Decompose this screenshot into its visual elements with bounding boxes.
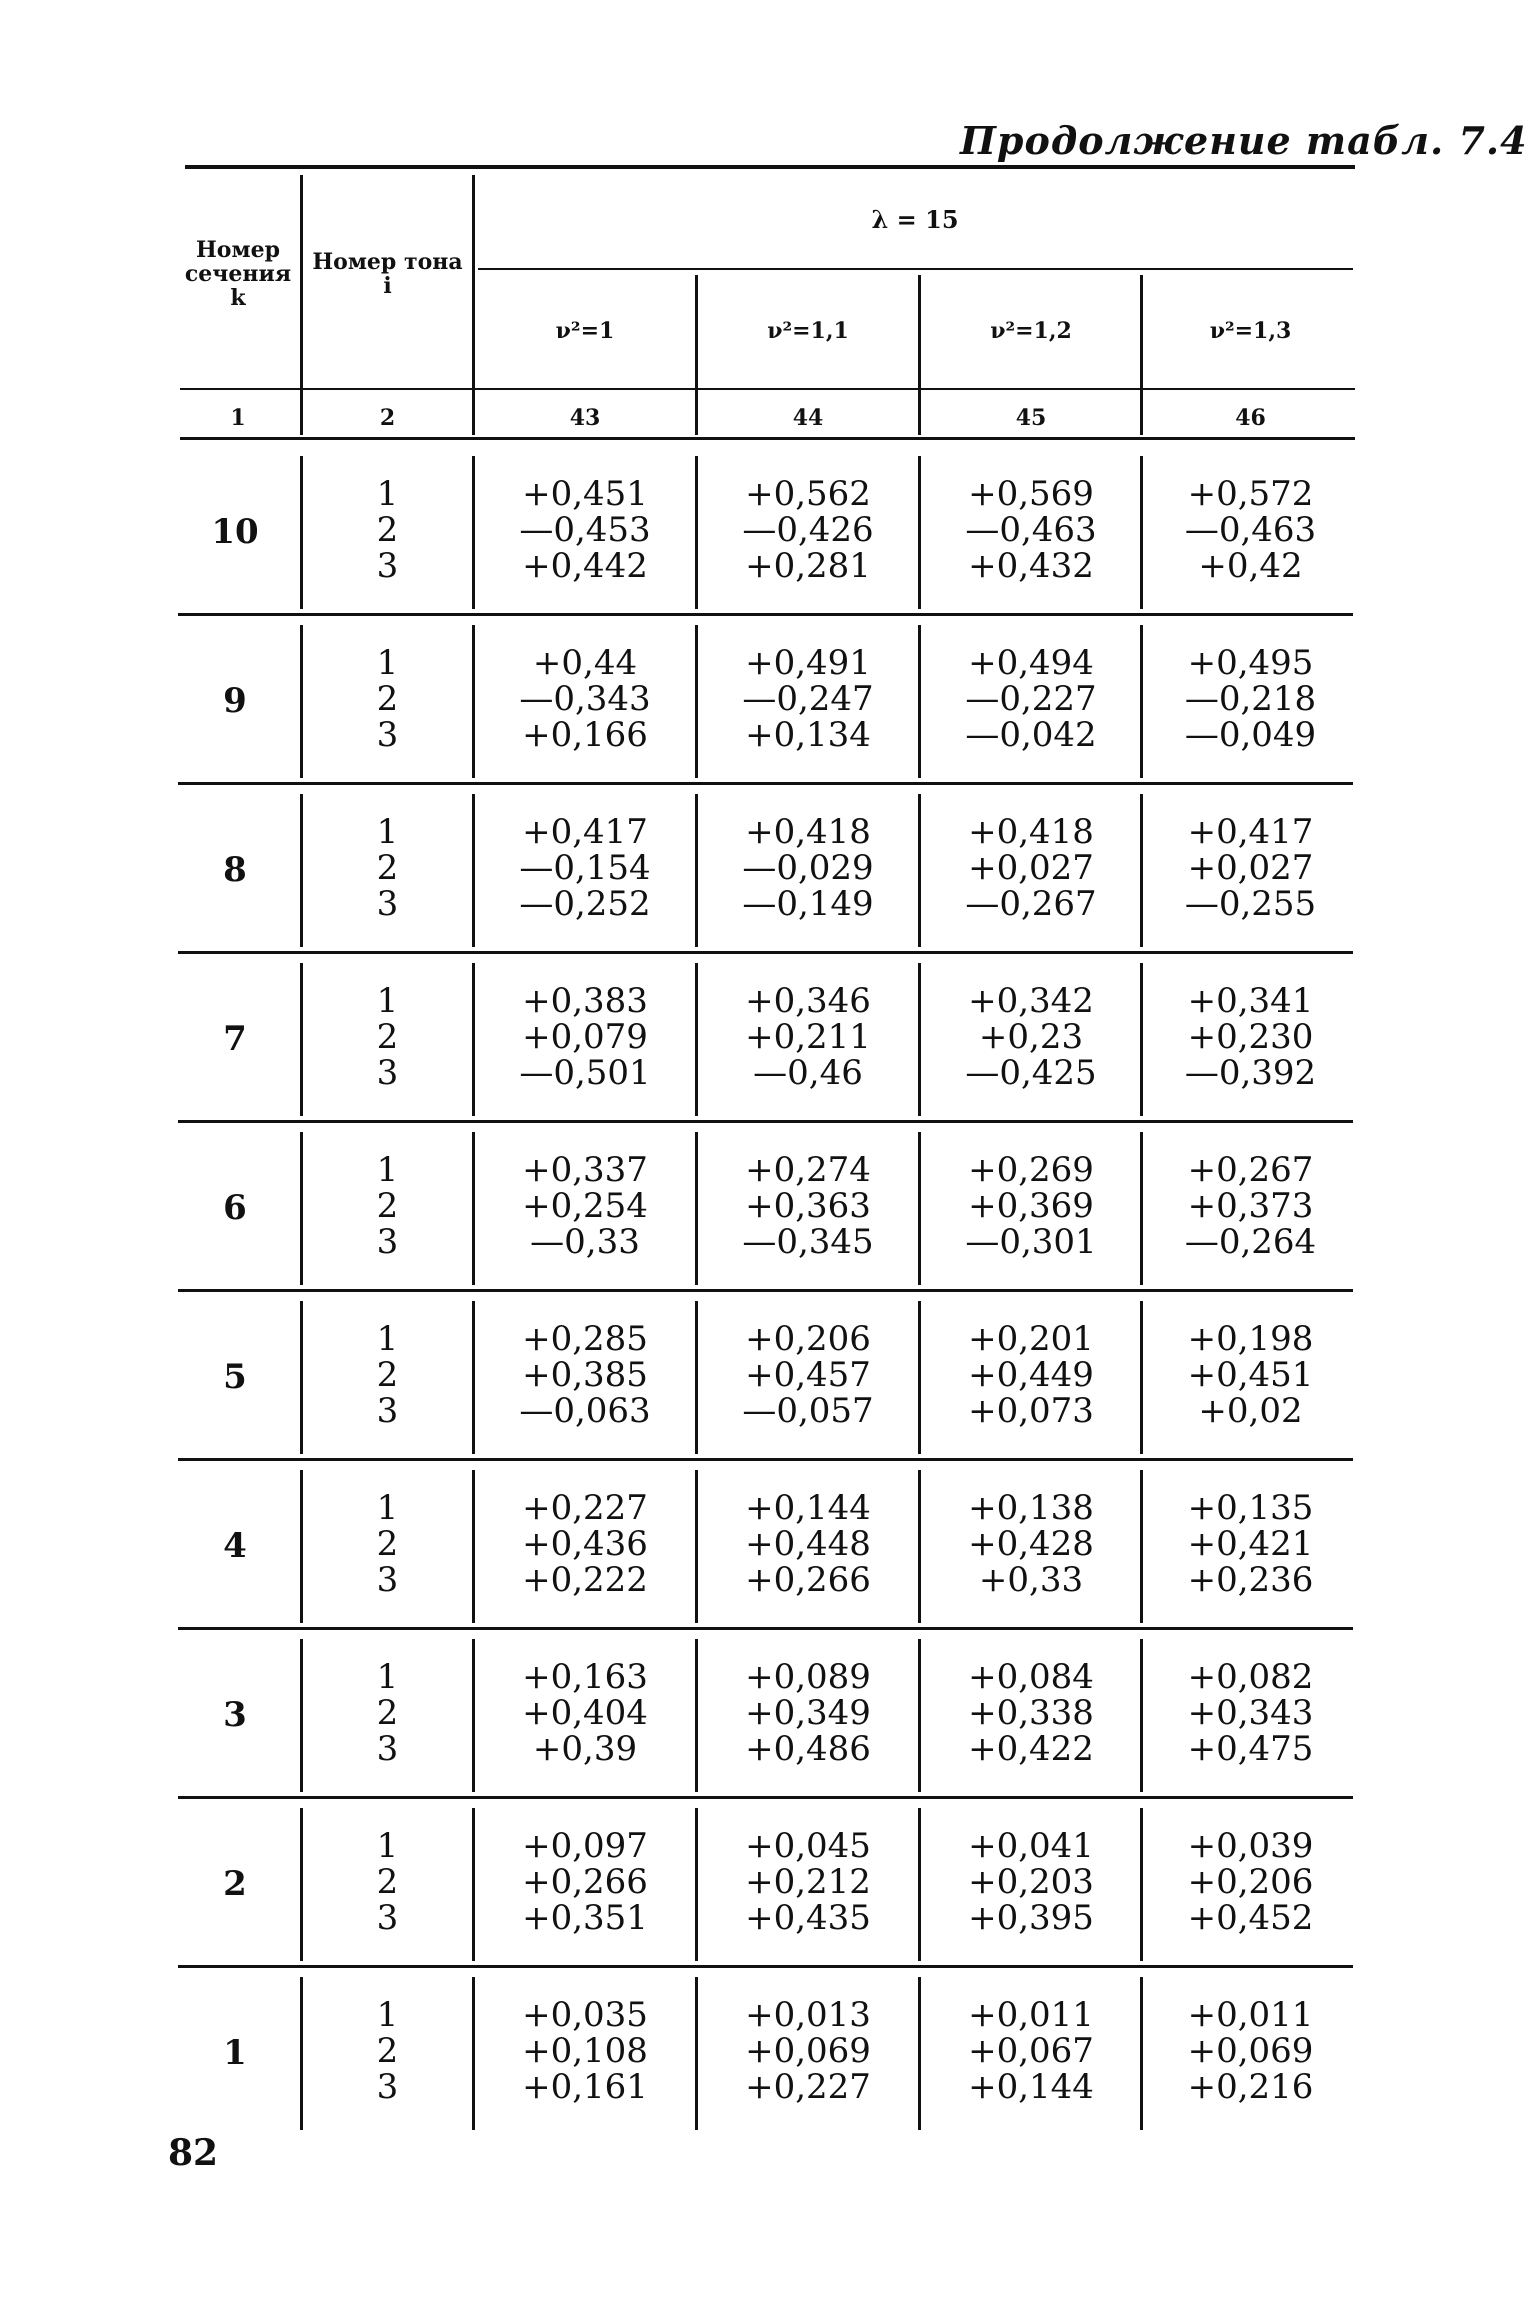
value-cell: +0,163 +0,404 +0,39 bbox=[522, 1657, 648, 1769]
value-cell: +0,135 +0,421 +0,236 bbox=[1187, 1488, 1314, 1600]
row-divider bbox=[300, 625, 303, 778]
value-cell: +0,041 +0,203 +0,395 bbox=[968, 1826, 1094, 1938]
tone-numbers: 1 2 3 bbox=[376, 1319, 399, 1431]
value-cell: +0,269 +0,369 —0,301 bbox=[965, 1150, 1097, 1262]
colnum-1: 1 bbox=[230, 405, 246, 431]
value-cell: +0,491 —0,247 +0,134 bbox=[742, 643, 874, 755]
value-cell: +0,562 —0,426 +0,281 bbox=[742, 474, 874, 586]
tone-numbers: 1 2 3 bbox=[376, 643, 399, 755]
colnum-2: 2 bbox=[379, 405, 396, 431]
value-cell: +0,089 +0,349 +0,486 bbox=[745, 1657, 871, 1769]
colnum-44: 44 bbox=[792, 405, 824, 431]
value-cell: +0,011 +0,067 +0,144 bbox=[968, 1995, 1094, 2107]
value-cell: +0,084 +0,338 +0,422 bbox=[968, 1657, 1094, 1769]
table-caption: Продолжение табл. 7.4 bbox=[960, 118, 1528, 163]
section-number: 9 bbox=[223, 681, 247, 721]
section-number: 4 bbox=[223, 1526, 247, 1566]
value-cell: +0,285 +0,385 —0,063 bbox=[519, 1319, 651, 1431]
tone-numbers: 1 2 3 bbox=[376, 1826, 399, 1938]
row-separator bbox=[178, 1289, 1353, 1292]
row-divider bbox=[300, 1301, 303, 1454]
value-cell: +0,572 —0,463 +0,42 bbox=[1184, 474, 1317, 586]
value-cell: +0,495 —0,218 —0,049 bbox=[1184, 643, 1317, 755]
page-number: 82 bbox=[168, 2132, 219, 2174]
value-cell: +0,451 —0,453 +0,442 bbox=[519, 474, 651, 586]
value-cell: +0,569 —0,463 +0,432 bbox=[965, 474, 1097, 586]
tone-numbers: 1 2 3 bbox=[376, 1488, 399, 1600]
header-tone-number-label: Номер тона i bbox=[312, 249, 463, 299]
header-nu-4: ν²=1,3 bbox=[1209, 318, 1292, 344]
row-separator bbox=[178, 1120, 1353, 1123]
lambda-underline bbox=[478, 268, 1353, 270]
tone-numbers: 1 2 3 bbox=[376, 1657, 399, 1769]
value-cell: +0,383 +0,079 —0,501 bbox=[519, 981, 651, 1093]
value-cell: +0,494 —0,227 —0,042 bbox=[965, 643, 1097, 755]
header-bottom-rule bbox=[180, 388, 1355, 390]
row-divider bbox=[300, 1132, 303, 1285]
value-cell: +0,011 +0,069 +0,216 bbox=[1187, 1995, 1314, 2107]
row-divider bbox=[300, 456, 303, 609]
row-divider bbox=[300, 1470, 303, 1623]
header-divider bbox=[300, 175, 303, 435]
row-separator bbox=[178, 1796, 1353, 1799]
value-cell: +0,013 +0,069 +0,227 bbox=[745, 1995, 871, 2107]
header-tone-number bbox=[305, 250, 470, 298]
section-number: 7 bbox=[223, 1019, 247, 1059]
value-cell: +0,201 +0,449 +0,073 bbox=[968, 1319, 1094, 1431]
value-cell: +0,082 +0,343 +0,475 bbox=[1187, 1657, 1314, 1769]
value-cell: +0,144 +0,448 +0,266 bbox=[745, 1488, 871, 1600]
header-nu-1: ν²=1 bbox=[555, 318, 615, 344]
header-section-number bbox=[178, 238, 298, 310]
value-cell: +0,274 +0,363 —0,345 bbox=[742, 1150, 874, 1262]
section-number: 3 bbox=[223, 1695, 247, 1735]
row-separator bbox=[178, 951, 1353, 954]
colnum-43: 43 bbox=[569, 405, 601, 431]
value-cell: +0,035 +0,108 +0,161 bbox=[522, 1995, 648, 2107]
value-cell: +0,206 +0,457 —0,057 bbox=[742, 1319, 874, 1431]
top-rule bbox=[185, 165, 1355, 169]
value-cell: +0,417 —0,154 —0,252 bbox=[519, 812, 651, 924]
section-number: 6 bbox=[223, 1188, 247, 1228]
value-cell: +0,346 +0,211 —0,46 bbox=[745, 981, 871, 1093]
row-divider bbox=[300, 1808, 303, 1961]
value-cell: +0,227 +0,436 +0,222 bbox=[522, 1488, 648, 1600]
row-separator bbox=[178, 1965, 1353, 1968]
value-cell: +0,418 —0,029 —0,149 bbox=[742, 812, 874, 924]
section-number: 1 bbox=[223, 2033, 247, 2073]
row-divider bbox=[300, 794, 303, 947]
value-cell: +0,039 +0,206 +0,452 bbox=[1187, 1826, 1314, 1938]
value-cell: +0,138 +0,428 +0,33 bbox=[968, 1488, 1094, 1600]
value-cell: +0,097 +0,266 +0,351 bbox=[522, 1826, 648, 1938]
row-divider bbox=[300, 1977, 303, 2130]
row-separator bbox=[178, 613, 1353, 616]
row-separator bbox=[178, 1458, 1353, 1461]
section-number: 5 bbox=[223, 1357, 247, 1397]
header-section-number-label: Номер сечения k bbox=[184, 237, 292, 311]
value-cell: +0,417 +0,027 —0,255 bbox=[1184, 812, 1317, 924]
value-cell: +0,341 +0,230 —0,392 bbox=[1184, 981, 1317, 1093]
value-cell: +0,418 +0,027 —0,267 bbox=[965, 812, 1097, 924]
header-nu-2: ν²=1,1 bbox=[767, 318, 849, 344]
tone-numbers: 1 2 3 bbox=[376, 981, 399, 1093]
value-cell: +0,337 +0,254 —0,33 bbox=[522, 1150, 648, 1262]
section-number: 10 bbox=[211, 512, 259, 552]
tone-numbers: 1 2 3 bbox=[376, 474, 399, 586]
section-number: 8 bbox=[223, 850, 247, 890]
row-separator bbox=[178, 1627, 1353, 1630]
colnum-46: 46 bbox=[1235, 405, 1266, 431]
header-lambda: λ = 15 bbox=[871, 205, 959, 234]
colnum-45: 45 bbox=[1015, 405, 1047, 431]
colnum-bottom-rule bbox=[180, 437, 1355, 440]
value-cell: +0,267 +0,373 —0,264 bbox=[1184, 1150, 1317, 1262]
value-cell: +0,198 +0,451 +0,02 bbox=[1187, 1319, 1314, 1431]
value-cell: +0,045 +0,212 +0,435 bbox=[745, 1826, 871, 1938]
row-divider bbox=[300, 1639, 303, 1792]
header-nu-3: ν²=1,2 bbox=[990, 318, 1072, 344]
tone-numbers: 1 2 3 bbox=[376, 1995, 399, 2107]
tone-numbers: 1 2 3 bbox=[376, 1150, 399, 1262]
value-cell: +0,44 —0,343 +0,166 bbox=[519, 643, 651, 755]
row-separator bbox=[178, 782, 1353, 785]
row-divider bbox=[300, 963, 303, 1116]
value-cell: +0,342 +0,23 —0,425 bbox=[965, 981, 1097, 1093]
section-number: 2 bbox=[223, 1864, 247, 1904]
tone-numbers: 1 2 3 bbox=[376, 812, 399, 924]
